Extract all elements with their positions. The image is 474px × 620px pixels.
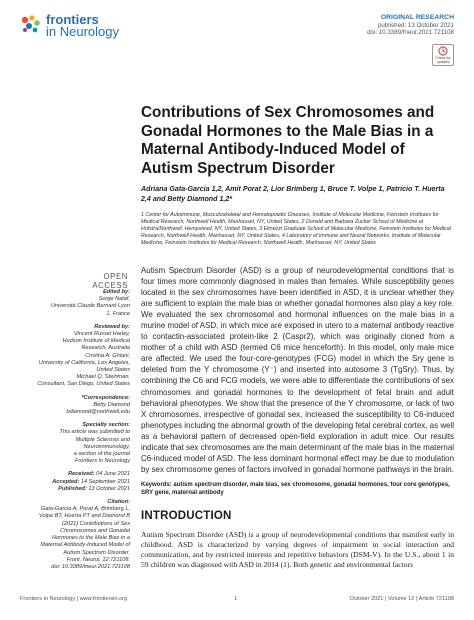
edited-by-heading: Edited by:	[102, 289, 130, 295]
refresh-icon	[438, 46, 448, 56]
published-label: Published:	[58, 485, 87, 492]
article-sidebar	[20, 289, 130, 577]
correspondence-block	[20, 395, 130, 417]
journal-name-line2: in Neurology	[46, 24, 119, 39]
journal-name-line1: frontiers	[46, 12, 99, 27]
journal-name	[46, 14, 119, 38]
citation-block	[20, 499, 130, 571]
article-type: ORIGINAL RESEARCH	[380, 14, 454, 21]
keywords-text: autism spectrum disorder, male bias, sex chromosome, gonadal hormones, four core genotypes, SRY gene, maternal antibody	[141, 482, 450, 496]
footer-journal[interactable]: Frontiers in Neurology | www.frontiersin.org	[20, 596, 128, 602]
accepted-row	[20, 479, 130, 486]
published-date: published: 13 October 2021	[377, 21, 454, 29]
received-date: 04 June 2021	[96, 471, 130, 478]
received-row	[20, 471, 130, 478]
frontiers-logo-icon	[20, 14, 42, 36]
intro-text: Autism Spectrum Disorder (ASD) is a group of neurodevelopmental conditions that manifest early in childhood. ASD is characterized by varying degrees of impairment in social interaction and communication, and by restricted interests and repetitive behaviors (DSM-V). In the U.S., about 1 in 59 children was diagnosed with ASD in 2014 (1). Both genetic and environmental factors	[141, 530, 454, 569]
specialty-block	[20, 422, 130, 465]
article-meta	[367, 14, 454, 37]
received-label: Received:	[68, 471, 95, 478]
article-title: Contributions of Sex Chromosomes and Gonadal Hormones to the Male Bias in a Maternal Antibody-Induced Model of Autism Spectrum Disorder	[141, 104, 435, 177]
abstract-text: Autism Spectrum Disorder (ASD) is a group of neurodevelopmental conditions that is four times more commonly diagnosed in males than females. While susceptibility genes located in the sex chromosomes have been identified in ASD, it is unclear whether they are sufficient to explain the male bias or whether gonadal hormones also play a key role. We evaluated the sex chromosomal and hormonal influences on the male bias in a murine model of ASD, in which mice are exposed in utero to a maternal antibody reactive to contactin-associated protein-like 2 (Caspr2), which was originally cloned from a mother of a child with ASD (termed C6 mice henceforth). In this model, only male mice are affected. We used the four-core-genotypes (FCG) model in which the Sry gene is deleted from the Y chromosome (Y⁻) and inserted into autosome 3 (TgSry). Thus, by combining the C6 and FCG models, we were able to differentiate the contributions of sex chromosomes and gonadal hormones to the development of fetal brain and adult behavioral phenotypes. We show that the presence of the Y chromosome, or lack of two X chromosomes, irrespective of gonadal sex, increased the susceptibility to C6-induced phenotypes including the abnormal growth of the developing fetal cerebral cortex, as well as a behavioral pattern of decreased open-field exploration in adult mice. Our results indicate that sex chromosomes are the main determinant of the male bias in the maternal C6-induced model of ASD. The less dominant hormonal effect may be due to modulation by sex chromosome genes of factors involved in gonadal hormone pathways in the brain.	[141, 266, 454, 474]
correspondence-heading: *Correspondence:	[81, 394, 130, 401]
specialty-heading: Specialty section:	[82, 422, 130, 429]
reviewed-by-heading: Reviewed by:	[94, 323, 130, 330]
citation-text: Gata-Garcia A, Porat A, Brimberg L, Volpe BT, Huerta PT and Diamond B (2021) Contributions of Sex Chromosomes and Gonadal Hormones to the Male Bias in a Maternal Antibody-Induced Model of Autism Spectrum Disorder. Front. Neurol. 12:721108. doi: 10.3389/fneur.2021.721108	[39, 506, 130, 570]
check-updates-badge[interactable]	[432, 44, 454, 66]
citation-heading: Citation:	[107, 499, 130, 506]
published-date-sidebar: 13 October 2021	[88, 485, 130, 492]
page-number: 1	[234, 596, 238, 602]
correspondence-text[interactable]: Betty Diamond bdiamond@northwell.edu	[66, 401, 130, 416]
article-doi[interactable]: doi: 10.3389/fneur.2021.721108	[367, 29, 454, 37]
footer-issue: October 2021 | Volume 12 | Article 721108	[349, 596, 454, 602]
journal-logo[interactable]	[20, 14, 119, 38]
keywords-label: Keywords:	[141, 482, 172, 488]
author-list: Adriana Gata-Garcia 1,2, Amit Porat 2, Lior Brimberg 1, Bruce T. Volpe 1, Patricio T. Huerta 2,4 and Betty Diamond 1,2*	[141, 185, 445, 203]
edited-by-text: Serge Nataf, Université Claude Bernard Lyon 1, France	[50, 296, 130, 317]
affiliations: 1 Center for Autoimmune, Musculoskeletal and Hematopoietic Diseases, Institute of Molecular Medicine, Feinstein Institutes for Medical Research, Northwell Health, Manhasset, NY, United States, 2 Donald and Barbara Zucker School of Medicine at Hofstra/Northwell, Hempstead, NY, United States, 3 Elmezzi Graduate School of Molecular Medicine, Feinstein Institutes for Medical Research, Northwell Health, Manhasset, NY, United States, 4 Laboratory of Immune and Neural Networks, Institute of Molecular Medicine, Feinstein Institutes for Medical Research, Northwell Health, Manhasset, NY, United States	[141, 212, 451, 247]
intro-heading: INTRODUCTION	[141, 510, 232, 522]
page-header	[20, 12, 454, 64]
specialty-text: This article was submitted to Multiple Sclerosis and Neuroimmunology, a section of the journal Frontiers in Neurology	[59, 429, 130, 465]
page-footer	[20, 596, 454, 606]
dates-block	[20, 471, 130, 493]
accepted-date: 14 September 2021	[80, 478, 130, 485]
keywords	[141, 482, 454, 497]
published-row	[20, 486, 130, 493]
reviewed-by-text: Vincent Russel Harley, Hudson Institute of Medical Research, Australia Cristina A. Ghiani, University of California, Los Angeles, United States Michael Q. Steinman, Consultant, San Diego, United States	[37, 331, 130, 388]
reviewed-by-block	[20, 324, 130, 389]
accepted-label: Accepted:	[52, 478, 80, 485]
edited-by-block	[20, 289, 130, 318]
open-access-label: OPEN ACCESS	[92, 272, 128, 290]
check-updates-label: Check for updates	[435, 56, 451, 64]
